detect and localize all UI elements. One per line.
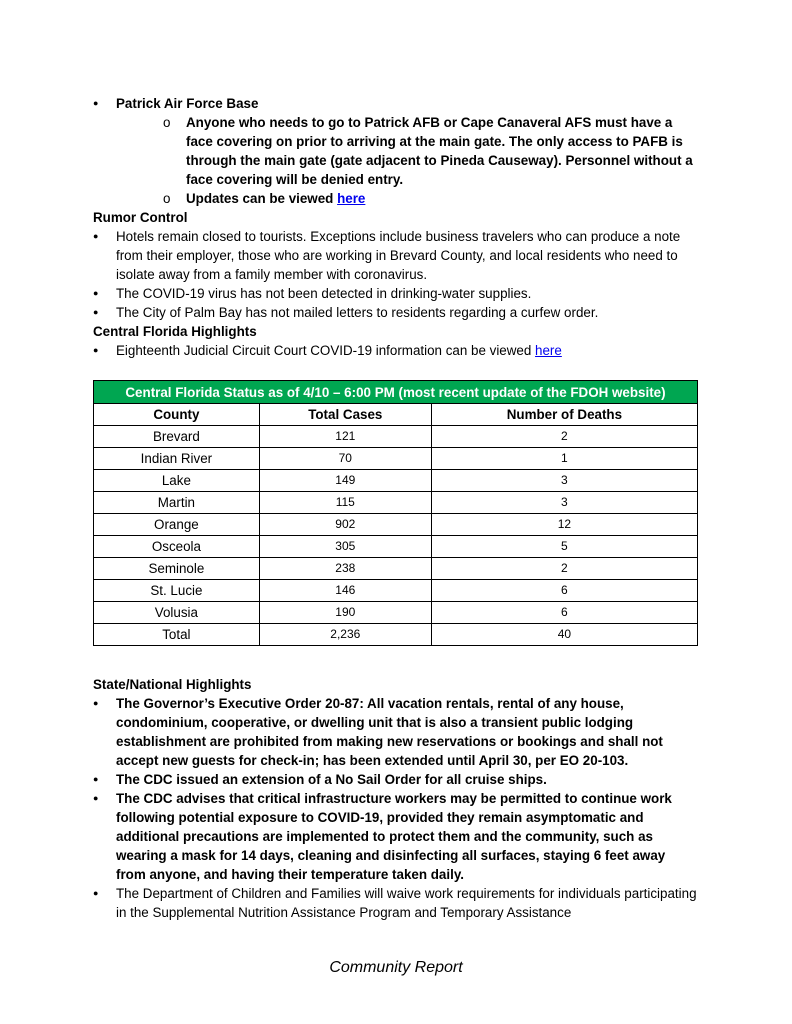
cases-cell: 238	[259, 558, 431, 580]
deaths-cell: 2	[431, 558, 697, 580]
list-item	[93, 94, 698, 208]
court-info-text: Eighteenth Judicial Circuit Court COVID-19 information can be viewed	[116, 343, 536, 358]
patrick-updates-text: Updates can be viewed	[186, 191, 338, 206]
list-item: ● The COVID-19 virus has not been detected in drinking-water supplies.	[93, 284, 698, 303]
county-cell: Volusia	[94, 602, 260, 624]
table-row	[94, 558, 698, 580]
table-row	[94, 514, 698, 536]
table-row	[94, 492, 698, 514]
table-row	[94, 602, 698, 624]
table-row	[94, 536, 698, 558]
list-item	[93, 341, 698, 360]
cases-cell: 70	[259, 448, 431, 470]
county-cell: Osceola	[94, 536, 260, 558]
list-item: ● The CDC advises that critical infrastructure workers may be permitted to continue work following potential exposure to COVID-19, provided they remain asymptomatic and additional precautions are implemented to protect them and the community, such as wearing a mask for 14 days, cleaning and disinfecting all surfaces, staying 6 feet away from anyone, and having their temperature taken daily.	[93, 789, 698, 884]
county-cell: Indian River	[94, 448, 260, 470]
deaths-cell: 40	[431, 624, 697, 646]
patrick-updates-link[interactable]: here	[337, 191, 366, 206]
cases-cell: 2,236	[259, 624, 431, 646]
list-item	[163, 113, 698, 189]
status-table	[93, 380, 698, 646]
deaths-cell: 2	[431, 426, 697, 448]
court-info-link[interactable]: here	[535, 343, 562, 358]
cases-cell: 902	[259, 514, 431, 536]
deaths-cell: 12	[431, 514, 697, 536]
deaths-cell: 6	[431, 580, 697, 602]
table-banner-row	[94, 381, 698, 404]
state-national-list	[93, 694, 698, 922]
rumor-control-heading: Rumor Control	[93, 210, 188, 225]
county-cell: Orange	[94, 514, 260, 536]
county-cell: Martin	[94, 492, 260, 514]
table-row	[94, 470, 698, 492]
deaths-cell: 1	[431, 448, 697, 470]
county-cell: Total	[94, 624, 260, 646]
list-item: ● Hotels remain closed to tourists. Exceptions include business travelers who can produce a note from their employer, those who are working in Brevard County, and local residents who need to isolate away from a family member with coronavirus.	[93, 227, 698, 284]
list-item: ● The City of Palm Bay has not mailed letters to residents regarding a curfew order.	[93, 303, 698, 322]
deaths-cell: 6	[431, 602, 697, 624]
patrick-title: Patrick Air Force Base	[116, 96, 259, 111]
cases-cell: 121	[259, 426, 431, 448]
list-item: ● The CDC issued an extension of a No Sail Order for all cruise ships.	[93, 770, 698, 789]
central-florida-heading: Central Florida Highlights	[93, 324, 257, 339]
document-body	[93, 94, 698, 922]
column-header-deaths: Number of Deaths	[431, 404, 697, 426]
page-footer: Community Report	[329, 959, 463, 976]
patrick-section	[93, 94, 698, 208]
patrick-face-covering-text: Anyone who needs to go to Patrick AFB or Cape Canaveral AFS must have a face covering on prior to arriving at the main gate. The only access to PAFB is through the main gate (gate adjacent to Pineda Causeway). Personnel without a face covering will be denied entry.	[186, 115, 693, 187]
county-cell: Seminole	[94, 558, 260, 580]
deaths-cell: 5	[431, 536, 697, 558]
cases-cell: 115	[259, 492, 431, 514]
patrick-sublist	[116, 113, 698, 208]
cases-cell: 146	[259, 580, 431, 602]
table-row	[94, 426, 698, 448]
rumor-control-list	[93, 227, 698, 322]
cases-cell: 190	[259, 602, 431, 624]
list-item: ● The Department of Children and Families will waive work requirements for individuals participating in the Supplemental Nutrition Assistance Program and Temporary Assistance	[93, 884, 698, 922]
state-national-heading: State/National Highlights	[93, 677, 252, 692]
county-cell: Lake	[94, 470, 260, 492]
deaths-cell: 3	[431, 492, 697, 514]
table-header-row	[94, 404, 698, 426]
table-row	[94, 580, 698, 602]
table-row	[94, 448, 698, 470]
cases-cell: 305	[259, 536, 431, 558]
county-cell: St. Lucie	[94, 580, 260, 602]
list-item: ● The Governor’s Executive Order 20-87: All vacation rentals, rental of any house, condominium, cooperative, or dwelling unit that is also a transient public lodging establishment are prohibited from making new reservations or bookings and shall not accept new guests for check-in; has been extended until April 30, per EO 20-103.	[93, 694, 698, 770]
deaths-cell: 3	[431, 470, 697, 492]
column-header-total-cases: Total Cases	[259, 404, 431, 426]
column-header-county: County	[94, 404, 260, 426]
table-banner: Central Florida Status as of 4/10 – 6:00 PM (most recent update of the FDOH website)	[94, 381, 698, 404]
county-cell: Brevard	[94, 426, 260, 448]
central-florida-list	[93, 341, 698, 360]
cases-cell: 149	[259, 470, 431, 492]
table-total-row	[94, 624, 698, 646]
list-item	[163, 189, 698, 208]
